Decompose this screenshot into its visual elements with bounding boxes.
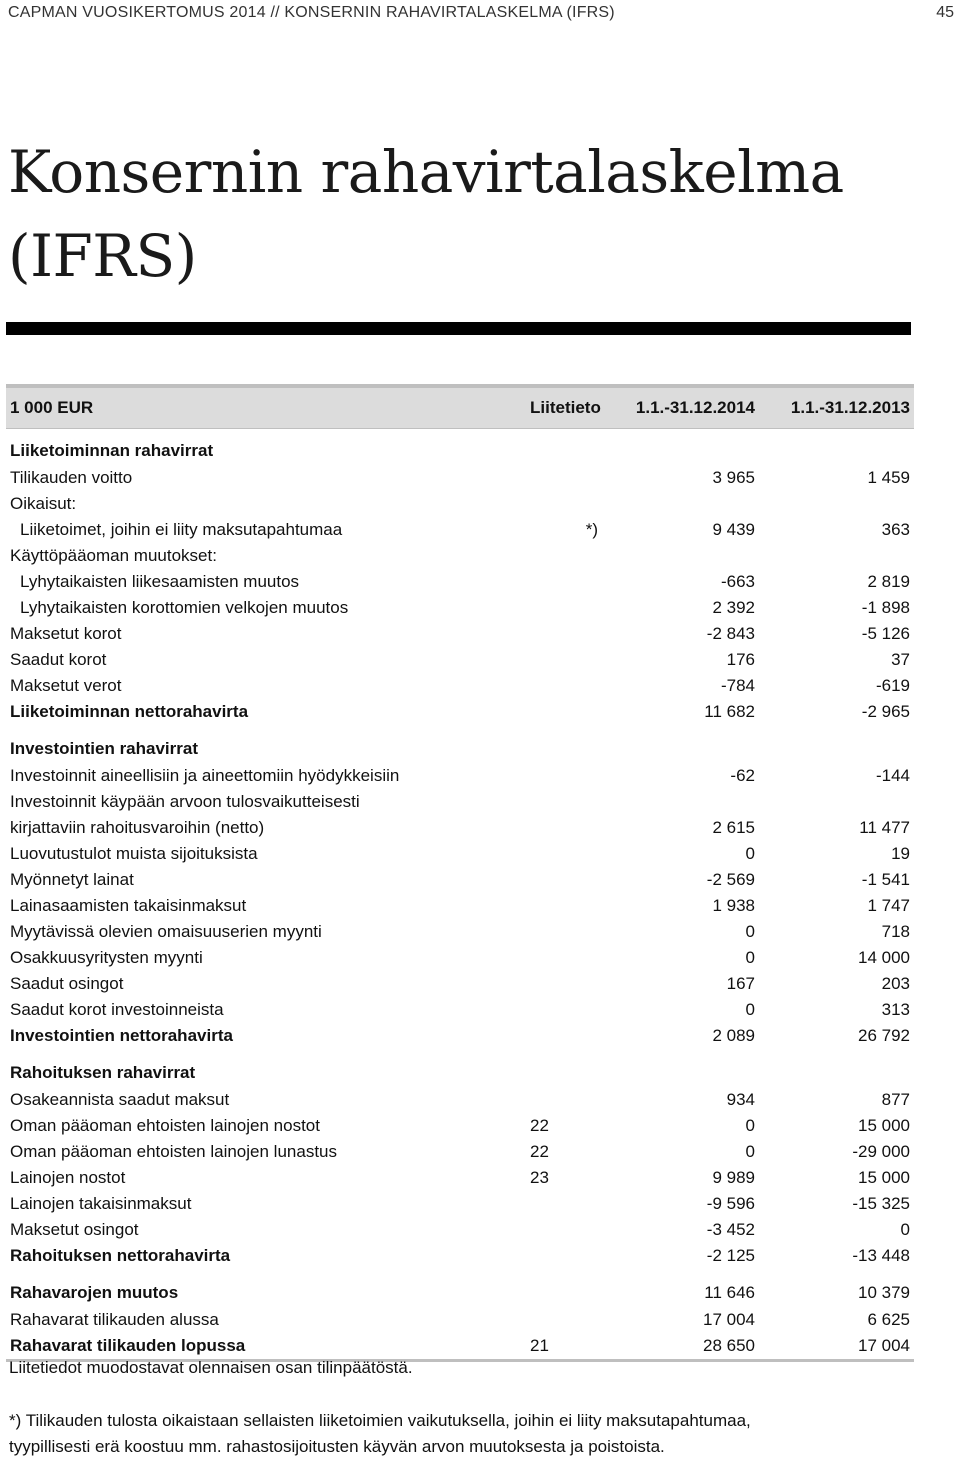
table-row bbox=[6, 945, 914, 971]
row-note bbox=[526, 841, 606, 867]
row-label: Saadut osingot bbox=[10, 974, 124, 993]
row-label: kirjattaviin rahoitusvaroihin (netto) bbox=[10, 818, 265, 837]
row-value-2013: 313 bbox=[881, 1000, 910, 1019]
row-label: Oikaisut: bbox=[10, 494, 77, 513]
row-label: Lainojen takaisinmaksut bbox=[10, 1194, 192, 1213]
total-value-2014: -2 125 bbox=[706, 1246, 755, 1265]
row-value-2013 bbox=[759, 789, 914, 815]
row-value-2014: 0 bbox=[745, 844, 755, 863]
page-title-line-2: (IFRS) bbox=[8, 222, 197, 290]
row-value-2014: 2 615 bbox=[712, 818, 755, 837]
row-value-2014 bbox=[606, 789, 759, 815]
row-value-2014: 3 965 bbox=[712, 468, 755, 487]
section-heading-operating bbox=[6, 429, 914, 466]
row-label: Lyhytaikaisten korottomien velkojen muutos bbox=[20, 598, 349, 617]
total-value-2014: 2 089 bbox=[712, 1026, 755, 1045]
row-label: Investoinnit aineellisiin ja aineettomiin hyödykkeisiin bbox=[10, 766, 400, 785]
total-value-2014: 28 650 bbox=[606, 1333, 759, 1361]
row-note bbox=[526, 789, 606, 815]
row-label: Investoinnit käypään arvoon tulosvaikutteisesti bbox=[10, 792, 360, 811]
row-note bbox=[526, 621, 606, 647]
row-value-2014: -2 569 bbox=[706, 870, 755, 889]
row-value-2014: 0 bbox=[745, 1000, 755, 1019]
row-label: Lainasaamisten takaisinmaksut bbox=[10, 896, 247, 915]
cash-flow-statement bbox=[6, 384, 914, 1362]
row-value-2013: 877 bbox=[881, 1090, 910, 1109]
row-label: Saadut korot bbox=[10, 650, 107, 669]
row-value-2013: 203 bbox=[881, 974, 910, 993]
report-header-title: CAPMAN VUOSIKERTOMUS 2014 // KONSERNIN RAHAVIRTALASKELMA (IFRS) bbox=[8, 4, 615, 21]
row-note bbox=[526, 1217, 606, 1243]
total-row-cash-closing bbox=[6, 1333, 914, 1361]
table-header-row bbox=[6, 386, 914, 429]
total-label: Rahavarat tilikauden lopussa bbox=[6, 1333, 526, 1361]
row-value-2014: -62 bbox=[730, 766, 755, 785]
table-row bbox=[6, 1113, 914, 1139]
row-label: Maksetut verot bbox=[10, 676, 122, 695]
row-label: Lainojen nostot bbox=[10, 1168, 126, 1187]
row-value-2013 bbox=[759, 491, 914, 517]
row-label: Myönnetyt lainat bbox=[10, 870, 134, 889]
table-row bbox=[6, 1217, 914, 1243]
section-heading: Rahoituksen rahavirrat bbox=[10, 1063, 196, 1082]
row-value-2013: 718 bbox=[881, 922, 910, 941]
table-row bbox=[6, 595, 914, 621]
row-value-2013: 1 747 bbox=[867, 896, 910, 915]
row-value-2013: 0 bbox=[900, 1220, 910, 1239]
row-value-2014: -3 452 bbox=[706, 1220, 755, 1239]
row-note bbox=[526, 893, 606, 919]
notes-footnote: Liitetiedot muodostavat olennaisen osan tilinpäätöstä. bbox=[9, 1358, 413, 1377]
table-row bbox=[6, 997, 914, 1023]
row-label: Lyhytaikaisten liikesaamisten muutos bbox=[20, 572, 300, 591]
table-row bbox=[6, 919, 914, 945]
row-value-2014 bbox=[606, 543, 759, 569]
row-value-2013: -144 bbox=[875, 766, 910, 785]
row-note bbox=[526, 543, 606, 569]
row-value-2013: 19 bbox=[891, 844, 910, 863]
row-note: 22 bbox=[530, 1116, 549, 1135]
total-value-2013: 26 792 bbox=[858, 1026, 910, 1045]
row-value-2014: 9 439 bbox=[712, 520, 755, 539]
section-heading-financing bbox=[6, 1049, 914, 1087]
row-label: Rahavarat tilikauden alussa bbox=[10, 1310, 219, 1329]
total-row-operating bbox=[6, 699, 914, 725]
table-row bbox=[6, 1139, 914, 1165]
row-label: Maksetut korot bbox=[10, 624, 122, 643]
row-note bbox=[526, 997, 606, 1023]
row-value-2013: -29 000 bbox=[852, 1142, 910, 1161]
title-divider bbox=[6, 322, 911, 335]
row-label: Saadut korot investoinneista bbox=[10, 1000, 224, 1019]
page-title bbox=[8, 130, 844, 298]
row-value-2014: 176 bbox=[726, 650, 755, 669]
row-note: 23 bbox=[530, 1168, 549, 1187]
table-row bbox=[6, 763, 914, 789]
row-note bbox=[526, 569, 606, 595]
table-row bbox=[6, 789, 914, 815]
row-value-2013: 15 000 bbox=[858, 1116, 910, 1135]
row-value-2014: 934 bbox=[726, 1090, 755, 1109]
table-row bbox=[6, 1087, 914, 1113]
row-note bbox=[526, 945, 606, 971]
section-heading-investing bbox=[6, 725, 914, 763]
row-note bbox=[526, 1191, 606, 1217]
row-value-2013: -1 898 bbox=[861, 598, 910, 617]
total-value-2014: 11 646 bbox=[704, 1283, 755, 1302]
total-label: Liiketoiminnan nettorahavirta bbox=[10, 702, 249, 721]
table-row bbox=[6, 1191, 914, 1217]
section-heading: Liiketoiminnan rahavirrat bbox=[10, 441, 214, 460]
total-note bbox=[526, 1023, 606, 1049]
column-header-note: Liitetieto bbox=[526, 386, 606, 429]
row-value-2014: -784 bbox=[720, 676, 755, 695]
total-value-2013: -13 448 bbox=[852, 1246, 910, 1265]
table-row bbox=[6, 673, 914, 699]
total-label: Rahoituksen nettorahavirta bbox=[10, 1246, 231, 1265]
row-value-2014: -2 843 bbox=[706, 624, 755, 643]
row-value-2014 bbox=[606, 491, 759, 517]
table-row bbox=[6, 543, 914, 569]
row-note bbox=[526, 465, 606, 491]
column-header-unit: 1 000 EUR bbox=[6, 386, 526, 429]
row-label: Maksetut osingot bbox=[10, 1220, 139, 1239]
section-heading: Investointien rahavirrat bbox=[10, 739, 199, 758]
row-value-2013: 2 819 bbox=[867, 572, 910, 591]
row-label: Luovutustulot muista sijoituksista bbox=[10, 844, 258, 863]
row-value-2014: 9 989 bbox=[712, 1168, 755, 1187]
row-value-2013: -619 bbox=[875, 676, 910, 695]
total-value-2014: 11 682 bbox=[704, 702, 755, 721]
column-header-2014: 1.1.-31.12.2014 bbox=[606, 386, 759, 429]
row-value-2013: 11 477 bbox=[859, 818, 910, 837]
column-header-2013: 1.1.-31.12.2013 bbox=[759, 386, 914, 429]
row-note bbox=[526, 763, 606, 789]
table-row bbox=[6, 867, 914, 893]
row-label: Liiketoimet, joihin ei liity maksutapahtumaa bbox=[20, 520, 343, 539]
row-value-2014: -9 596 bbox=[706, 1194, 755, 1213]
row-note bbox=[526, 647, 606, 673]
total-label: Investointien nettorahavirta bbox=[10, 1026, 233, 1045]
table-row bbox=[6, 815, 914, 841]
row-value-2014: 0 bbox=[745, 948, 755, 967]
total-note: 21 bbox=[526, 1333, 606, 1361]
row-note bbox=[526, 595, 606, 621]
table-row bbox=[6, 465, 914, 491]
table-row bbox=[6, 1307, 914, 1333]
asterisk-footnote bbox=[9, 1408, 909, 1460]
row-value-2014: 1 938 bbox=[712, 896, 755, 915]
table-row bbox=[6, 569, 914, 595]
table-row bbox=[6, 841, 914, 867]
row-value-2014: 0 bbox=[745, 1142, 755, 1161]
total-note bbox=[526, 1269, 606, 1307]
row-value-2013: 15 000 bbox=[858, 1168, 910, 1187]
row-value-2013: -15 325 bbox=[852, 1194, 910, 1213]
row-note bbox=[526, 815, 606, 841]
table-row bbox=[6, 971, 914, 997]
table-row bbox=[6, 491, 914, 517]
asterisk-footnote-line-2: tyypillisesti erä koostuu mm. rahastosijoitusten käyvän arvon muutoksesta ja poistoista. bbox=[9, 1437, 665, 1456]
row-note: 22 bbox=[530, 1142, 549, 1161]
row-value-2013: -5 126 bbox=[861, 624, 910, 643]
total-note bbox=[526, 699, 606, 725]
row-value-2013: 14 000 bbox=[858, 948, 910, 967]
total-row-financing bbox=[6, 1243, 914, 1269]
table-row bbox=[6, 517, 914, 543]
row-label: Osakkuusyritysten myynti bbox=[10, 948, 203, 967]
row-note bbox=[526, 1087, 606, 1113]
total-row-cash-change bbox=[6, 1269, 914, 1307]
row-value-2013: 1 459 bbox=[867, 468, 910, 487]
total-row-investing bbox=[6, 1023, 914, 1049]
page-title-line-1: Konsernin rahavirtalaskelma bbox=[8, 138, 844, 206]
page-header bbox=[8, 4, 960, 26]
row-value-2014: -663 bbox=[720, 572, 755, 591]
row-label: Oman pääoman ehtoisten lainojen lunastus bbox=[10, 1142, 337, 1161]
row-value-2014: 167 bbox=[726, 974, 755, 993]
row-label: Myytävissä olevien omaisuuserien myynti bbox=[10, 922, 322, 941]
row-label: Käyttöpääoman muutokset: bbox=[10, 546, 217, 565]
total-label: Rahavarojen muutos bbox=[10, 1283, 179, 1302]
row-note bbox=[526, 1307, 606, 1333]
row-value-2013: 6 625 bbox=[867, 1310, 910, 1329]
row-label: Oman pääoman ehtoisten lainojen nostot bbox=[10, 1116, 320, 1135]
row-note bbox=[526, 919, 606, 945]
row-value-2013: 37 bbox=[891, 650, 910, 669]
row-value-2013: 363 bbox=[881, 520, 910, 539]
row-note bbox=[526, 867, 606, 893]
table-row bbox=[6, 893, 914, 919]
row-note bbox=[526, 971, 606, 997]
table-row bbox=[6, 1165, 914, 1191]
total-value-2013: 10 379 bbox=[858, 1283, 910, 1302]
row-label: Osakeannista saadut maksut bbox=[10, 1090, 230, 1109]
row-value-2014: 0 bbox=[745, 922, 755, 941]
row-value-2014: 17 004 bbox=[703, 1310, 755, 1329]
asterisk-footnote-line-1: *) Tilikauden tulosta oikaistaan sellaisten liiketoimien vaikutuksella, joihin ei liity maksutapahtumaa, bbox=[9, 1411, 751, 1430]
total-value-2013: -2 965 bbox=[861, 702, 910, 721]
row-value-2014: 0 bbox=[745, 1116, 755, 1135]
row-note bbox=[526, 491, 606, 517]
row-value-2014: 2 392 bbox=[712, 598, 755, 617]
page-number: 45 bbox=[936, 4, 954, 21]
row-note: *) bbox=[585, 520, 598, 539]
total-value-2013: 17 004 bbox=[759, 1333, 914, 1361]
total-note bbox=[526, 1243, 606, 1269]
row-note bbox=[526, 673, 606, 699]
table-row bbox=[6, 647, 914, 673]
row-value-2013 bbox=[759, 543, 914, 569]
row-label: Tilikauden voitto bbox=[10, 468, 133, 487]
table-row bbox=[6, 621, 914, 647]
cash-flow-table bbox=[6, 384, 914, 1362]
row-value-2013: -1 541 bbox=[861, 870, 910, 889]
